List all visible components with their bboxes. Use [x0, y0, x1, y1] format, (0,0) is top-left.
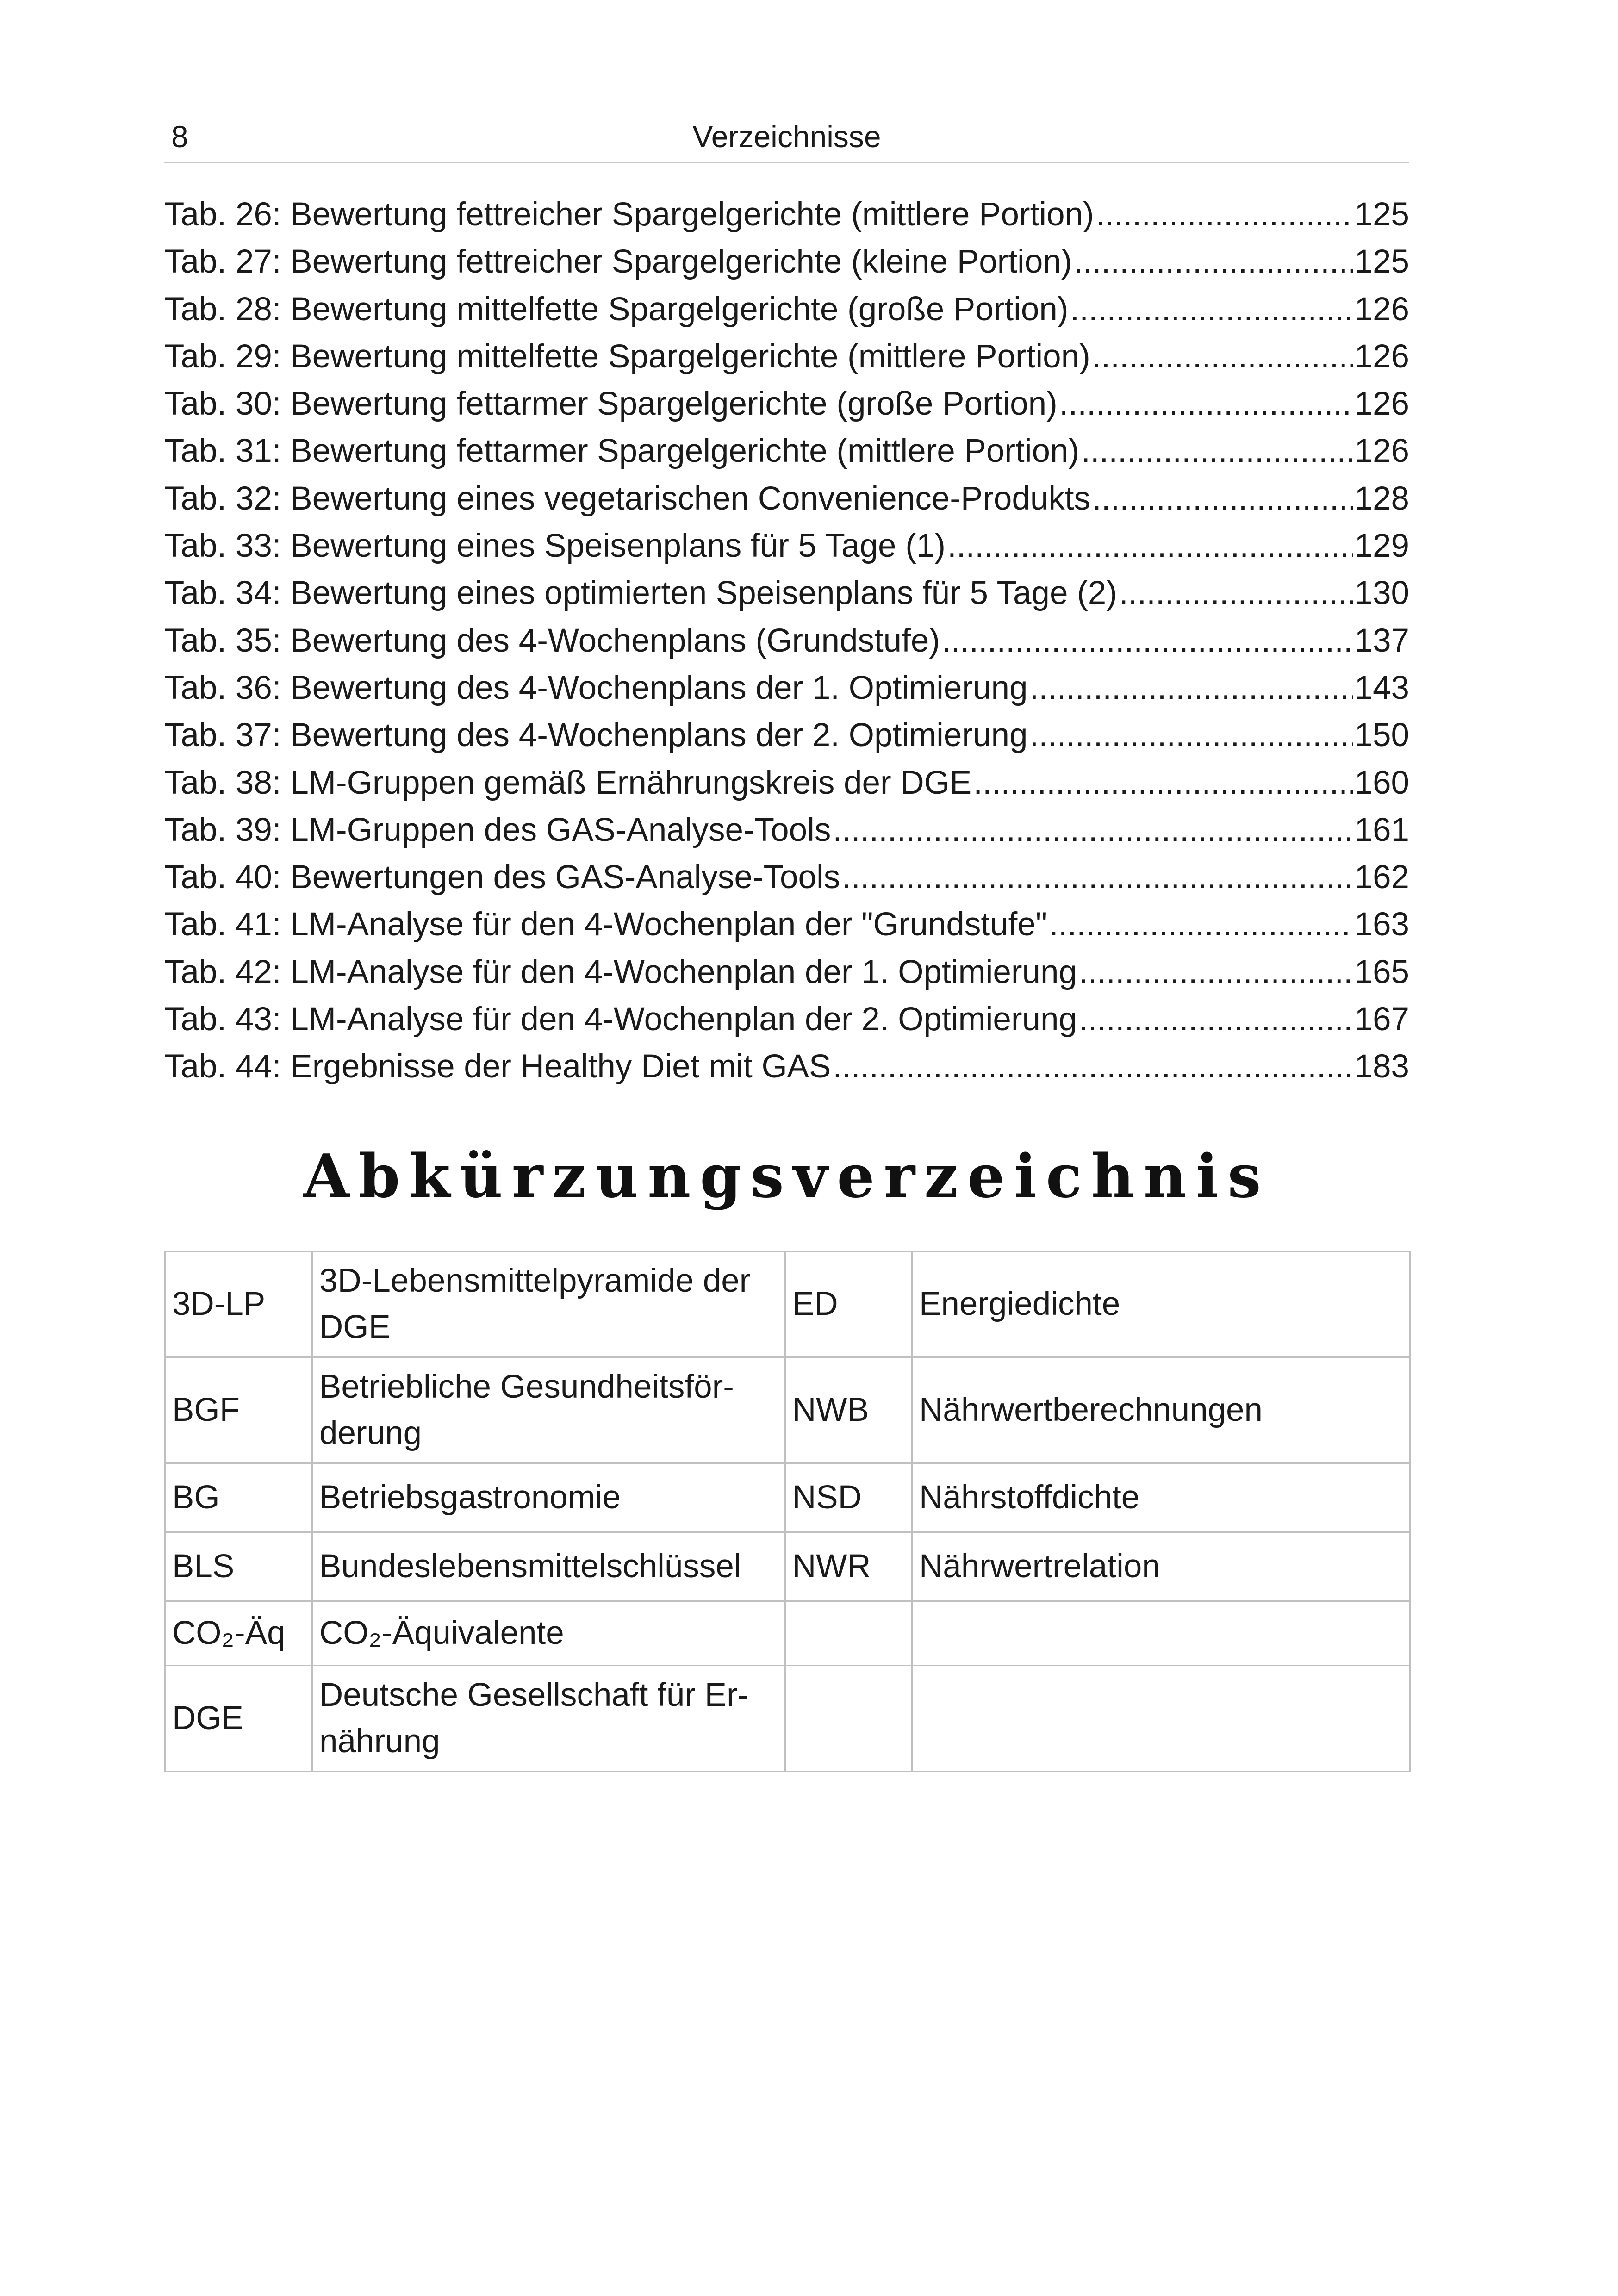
toc-entry-label: Tab. 30: Bewertung fettarmer Spargelgerichte (große Portion)	[164, 386, 1058, 423]
toc-entry	[164, 380, 1409, 428]
toc-leader	[1070, 286, 1353, 333]
definition-cell: Betriebsgastronomie	[312, 1463, 785, 1532]
toc-entry-label: Tab. 34: Bewertung eines optimierten Speisenplans für 5 Tage (2)	[164, 575, 1117, 612]
toc-leader	[973, 759, 1352, 807]
document-page	[164, 106, 1409, 1772]
toc-leader	[942, 617, 1353, 665]
toc-entry-page: 165	[1354, 953, 1409, 990]
toc-entry-page: 163	[1354, 906, 1409, 943]
toc-leader	[947, 523, 1353, 570]
definition-cell: CO₂-Äquivalente	[312, 1601, 785, 1666]
toc-entry-page: 143	[1354, 669, 1409, 706]
definition-cell	[912, 1601, 1410, 1666]
toc-leader	[1079, 949, 1353, 996]
abbreviation-cell: ED	[785, 1251, 912, 1357]
toc-entry-page: 150	[1354, 717, 1409, 754]
abbreviation-cell: NWB	[785, 1357, 912, 1463]
toc-leader	[842, 854, 1352, 901]
page-number: 8	[171, 119, 188, 154]
toc-entry	[164, 570, 1409, 617]
toc-entry-label: Tab. 43: LM-Analyse für den 4-Wochenplan der 2. Optimierung	[164, 1001, 1077, 1038]
toc-entry-page: 126	[1354, 386, 1409, 423]
toc-entry-label: Tab. 27: Bewertung fettreicher Spargelgerichte (kleine Portion)	[164, 243, 1072, 280]
toc-entry	[164, 617, 1409, 665]
table-row	[165, 1666, 1410, 1772]
definition-cell: 3D-Lebensmittelpyramide der DGE	[312, 1251, 785, 1357]
toc-entry-page: 126	[1354, 433, 1409, 470]
toc-entry	[164, 996, 1409, 1043]
table-list	[164, 191, 1409, 1091]
toc-entry-label: Tab. 38: LM-Gruppen gemäß Ernährungskreis der DGE	[164, 764, 972, 801]
toc-entry	[164, 759, 1409, 807]
toc-entry-label: Tab. 41: LM-Analyse für den 4-Wochenplan der "Grundstufe"	[164, 906, 1047, 943]
toc-entry-page: 130	[1354, 575, 1409, 612]
abbreviation-cell: BGF	[165, 1357, 312, 1463]
toc-leader	[1074, 238, 1352, 286]
toc-entry	[164, 238, 1409, 286]
toc-leader	[833, 807, 1352, 854]
toc-leader	[1059, 380, 1353, 428]
toc-entry-page: 125	[1354, 243, 1409, 280]
toc-entry	[164, 475, 1409, 523]
toc-entry-label: Tab. 36: Bewertung des 4-Wochenplans der 1. Optimierung	[164, 669, 1028, 706]
toc-entry-label: Tab. 29: Bewertung mittelfette Spargelgerichte (mittlere Portion)	[164, 338, 1090, 375]
toc-entry-label: Tab. 33: Bewertung eines Speisenplans für 5 Tage (1)	[164, 528, 946, 565]
definition-cell: Nährstoffdichte	[912, 1463, 1410, 1532]
abbreviation-cell: BLS	[165, 1532, 312, 1601]
table-row	[165, 1251, 1410, 1357]
toc-entry	[164, 665, 1409, 712]
toc-entry-label: Tab. 32: Bewertung eines vegetarischen Convenience-Produkts	[164, 480, 1091, 517]
toc-leader	[1079, 996, 1353, 1043]
toc-leader	[1049, 901, 1353, 948]
toc-entry-page: 162	[1354, 859, 1409, 896]
toc-leader	[1081, 428, 1352, 475]
table-row	[165, 1463, 1410, 1532]
section-title: Abkürzungsverzeichnis	[303, 1141, 1270, 1211]
abbreviation-table	[164, 1251, 1411, 1772]
table-row	[165, 1601, 1410, 1666]
definition-cell: Energiedichte	[912, 1251, 1410, 1357]
definition-cell: Nährwertberechnungen	[912, 1357, 1410, 1463]
definition-cell	[912, 1666, 1410, 1772]
toc-entry-label: Tab. 40: Bewertungen des GAS-Analyse-Tools	[164, 859, 840, 896]
toc-entry-label: Tab. 39: LM-Gruppen des GAS-Analyse-Tools	[164, 811, 831, 848]
toc-leader	[1029, 665, 1352, 712]
toc-entry	[164, 807, 1409, 854]
toc-entry-page: 125	[1354, 196, 1409, 233]
definition-cell: Bundeslebensmittelschlüssel	[312, 1532, 785, 1601]
toc-entry	[164, 712, 1409, 759]
toc-entry	[164, 901, 1409, 948]
toc-entry	[164, 1043, 1409, 1090]
toc-entry-label: Tab. 42: LM-Analyse für den 4-Wochenplan der 1. Optimierung	[164, 953, 1077, 990]
toc-leader	[1096, 191, 1353, 238]
toc-entry-page: 128	[1354, 480, 1409, 517]
definition-cell: Deutsche Gesellschaft für Er-nährung	[312, 1666, 785, 1772]
toc-entry-label: Tab. 31: Bewertung fettarmer Spargelgerichte (mittlere Portion)	[164, 433, 1080, 470]
toc-entry-page: 126	[1354, 338, 1409, 375]
toc-entry-label: Tab. 28: Bewertung mittelfette Spargelgerichte (große Portion)	[164, 291, 1069, 328]
toc-entry	[164, 523, 1409, 570]
abbreviation-cell: CO₂-Äq	[165, 1601, 312, 1666]
toc-leader	[1029, 712, 1352, 759]
toc-entry-page: 129	[1354, 528, 1409, 565]
toc-entry	[164, 286, 1409, 333]
abbreviation-cell: 3D-LP	[165, 1251, 312, 1357]
toc-leader	[833, 1043, 1352, 1090]
abbreviation-cell: DGE	[165, 1666, 312, 1772]
table-row	[165, 1532, 1410, 1601]
toc-leader	[1092, 333, 1353, 380]
toc-entry	[164, 854, 1409, 901]
toc-entry	[164, 191, 1409, 238]
toc-entry-page: 126	[1354, 291, 1409, 328]
toc-entry-label: Tab. 35: Bewertung des 4-Wochenplans (Grundstufe)	[164, 622, 940, 659]
toc-entry-label: Tab. 37: Bewertung des 4-Wochenplans der 2. Optimierung	[164, 717, 1028, 754]
running-header	[164, 106, 1409, 163]
toc-entry-page: 161	[1354, 811, 1409, 848]
definition-cell: Nährwertrelation	[912, 1532, 1410, 1601]
toc-entry-label: Tab. 26: Bewertung fettreicher Spargelgerichte (mittlere Portion)	[164, 196, 1094, 233]
toc-entry-page: 160	[1354, 764, 1409, 801]
toc-entry-page: 167	[1354, 1001, 1409, 1038]
abbreviation-cell	[785, 1601, 912, 1666]
toc-leader	[1119, 570, 1353, 617]
abbreviation-cell: NWR	[785, 1532, 912, 1601]
toc-entry	[164, 333, 1409, 380]
abbreviation-cell: NSD	[785, 1463, 912, 1532]
abbreviation-cell: BG	[165, 1463, 312, 1532]
definition-cell: Betriebliche Gesundheitsför-derung	[312, 1357, 785, 1463]
header-title: Verzeichnisse	[692, 119, 881, 154]
table-row	[165, 1357, 1410, 1463]
toc-leader	[1092, 475, 1352, 523]
toc-entry-label: Tab. 44: Ergebnisse der Healthy Diet mit GAS	[164, 1048, 831, 1085]
toc-entry	[164, 949, 1409, 996]
toc-entry-page: 183	[1354, 1048, 1409, 1085]
abbreviation-cell	[785, 1666, 912, 1772]
toc-entry-page: 137	[1354, 622, 1409, 659]
toc-entry	[164, 428, 1409, 475]
